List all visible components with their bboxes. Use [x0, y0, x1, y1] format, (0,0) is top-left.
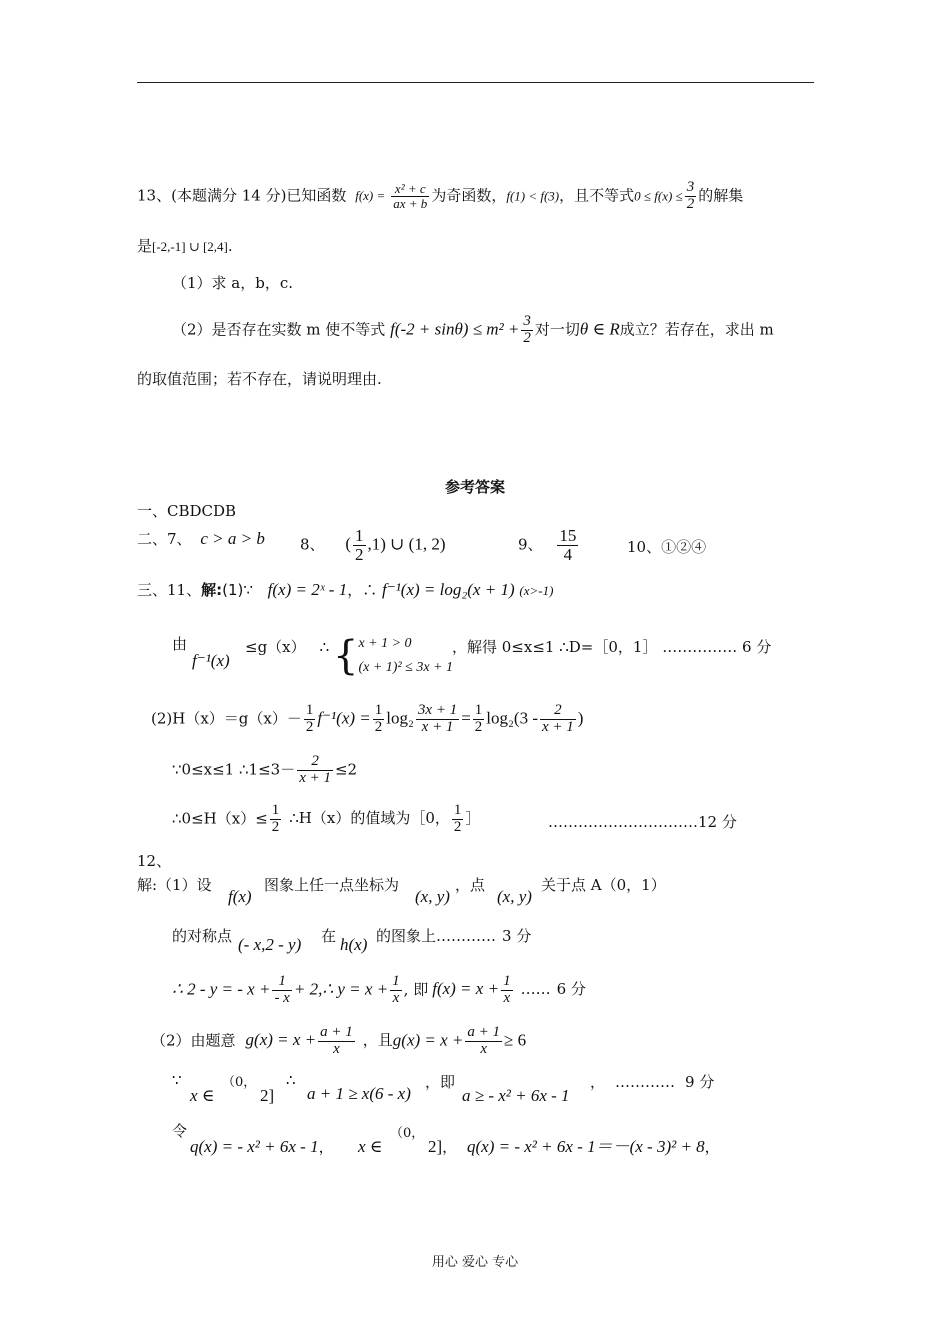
- problem-13-line-2: 是[-2,-1] ∪ [2,4].: [137, 237, 233, 255]
- answer-9: 9、 $\frac{15}{4}$: [518, 526, 577, 564]
- question-2-inequality: f(-2 + sinθ) ≤ m² +: [390, 319, 520, 339]
- function-definition: f(x) =: [355, 188, 386, 204]
- answer-section-2: 二、7、 c > a > b: [137, 529, 265, 548]
- a-bound: a ≥ - x² + 6x - 1: [462, 1086, 570, 1105]
- q-vertex-form: q(x) = - x² + 6x - 1＝－(x - 3)² + 8，: [467, 1137, 720, 1156]
- a-inequality: a + 1 ≥ x(6 - x): [307, 1084, 411, 1103]
- problem-12-because: ∵: [172, 1071, 182, 1089]
- score-9: ， ………… 9 分: [590, 1073, 715, 1091]
- fx-term: f(x): [228, 887, 252, 906]
- inequality: 0 ≤ f(x) ≤: [634, 188, 683, 204]
- problem-12-part-2: （2）由题意 g(x) = x + $\frac{a + 1}{x}$ ，且g(x) = x + $\frac{a + 1}{x}$ ≥ 6: [151, 1024, 527, 1057]
- fraction-three-halves: $\frac{3}{2}$: [686, 179, 695, 212]
- zai-text: 在: [321, 927, 337, 945]
- answer-8: 8、 ( $\frac{1}{2}$ ,1) ∪ (1, 2): [300, 526, 446, 564]
- odd-function-text: 为奇函数，: [431, 186, 507, 205]
- page-footer: 用心 爱心 专心: [431, 1255, 519, 1270]
- answer-7: c > a > b: [200, 529, 265, 548]
- q-interval-left: （0，: [390, 1126, 425, 1141]
- problem-13-intro: 13、(本题满分 14 分)已知函数: [137, 186, 347, 205]
- problem-11-line-2: 由: [172, 635, 188, 653]
- solution-set: [-2,-1] ∪ [2,4]: [152, 239, 228, 254]
- problem-12-line-1: 解:（1）设: [137, 876, 212, 894]
- problem-12-label: 12、: [137, 852, 172, 870]
- q-definition: q(x) = - x² + 6x - 1，: [190, 1137, 334, 1156]
- function-fraction: $\frac{\text{x² + c}}{ax + b}$: [393, 181, 428, 211]
- xy-term-2: (x, y): [497, 887, 532, 906]
- question-2-line-1: （2）是否存在实数 m 使不等式 f(-2 + sinθ) ≤ m² + $\frac{3}{2}$ 对一切θ ∈ R成立？若存在，求出 m: [172, 313, 774, 346]
- problem-12-line-3: ∴ 2 - y = - x + $\frac{1}{- x}$ + 2,∴ y = x + $\frac{1}{x}$ , 即 f(x) = x + $\frac{1}{x}$ …… 6 分: [172, 973, 586, 1006]
- interval-right: 2]: [260, 1086, 275, 1105]
- therefore: ∴: [286, 1071, 296, 1089]
- problem-12-let: 令: [172, 1122, 188, 1140]
- problem-11-part-2: (2)H（x）＝g（x）－ $\frac{1}{2}$ f⁻¹(x) = $\frac{1}{2}$ log₂ $\frac{3x + 1}{x + 1}$ = $\frac{1}{2}$ log₂(3 - $\frac{2}{x + 1}$ ): [151, 702, 584, 735]
- about-point-a: 关于点 A（0，1）: [541, 876, 666, 894]
- solve-domain: ，解得 0≤x≤1 ∴D=［0，1］ …………… 6 分: [452, 638, 772, 656]
- answer-section-1: 一、CBDCDB: [137, 502, 237, 520]
- problem-11-line-1: 三、11、解:(1)∵ f(x) = 2ˣ - 1，∴ f⁻¹(x) = log₂(x + 1) (x>-1): [137, 580, 554, 599]
- problem-11-range: ∴0≤H（x）≤ $\frac{1}{2}$ ∴H（x）的值域为［0， $\frac{1}{2}$ ］: [172, 802, 481, 835]
- leq-g: ≤g（x） ∴: [245, 638, 330, 656]
- problem-12-line-2: 的对称点: [172, 927, 233, 945]
- q-x-in: x ∈: [358, 1137, 383, 1156]
- question-2-line-2: 的取值范围；若不存在，请说明理由.: [137, 370, 382, 388]
- hx-term: h(x): [340, 935, 368, 954]
- problem-11-score-2: …………………………12 分: [548, 813, 737, 831]
- graph-text: 的图象上………… 3 分: [376, 927, 532, 945]
- condition: f(1) < f(3): [506, 188, 560, 204]
- any-point-text: 图象上任一点坐标为: [264, 876, 400, 894]
- header-rule: [137, 82, 814, 83]
- xy-term: (x, y): [415, 887, 450, 906]
- finv-expression: f⁻¹(x): [192, 651, 230, 670]
- equation-system: { x + 1 > 0 (x + 1)² ≤ 3x + 1: [333, 632, 453, 679]
- interval-left: （0，: [222, 1075, 257, 1090]
- problem-11-since: ∵0≤x≤1 ∴1≤3－ $\frac{2}{x + 1}$ ≤2: [172, 753, 358, 786]
- x-in: x ∈: [190, 1086, 215, 1105]
- ji-text: ，即: [425, 1073, 456, 1091]
- q-interval-right: 2]，: [428, 1137, 458, 1156]
- answer-10: 10、①②④: [627, 538, 707, 556]
- fraction-three-halves-2: $\frac{3}{2}$: [523, 313, 531, 346]
- problem-13-line-1: 13、(本题满分 14 分)已知函数 f(x) = $\frac{\text{x² + c}}{ax + b}$ 为奇函数，f(1) < f(3)，且不等式0 ≤ f(x) ≤ $\frac{3}{2}$ 的解集: [137, 179, 744, 212]
- point-text: ，点: [455, 876, 486, 894]
- answers-title: 参考答案: [444, 478, 505, 496]
- symmetric-point: (- x,2 - y): [238, 935, 302, 954]
- question-1: （1）求 a，b，c.: [172, 274, 294, 292]
